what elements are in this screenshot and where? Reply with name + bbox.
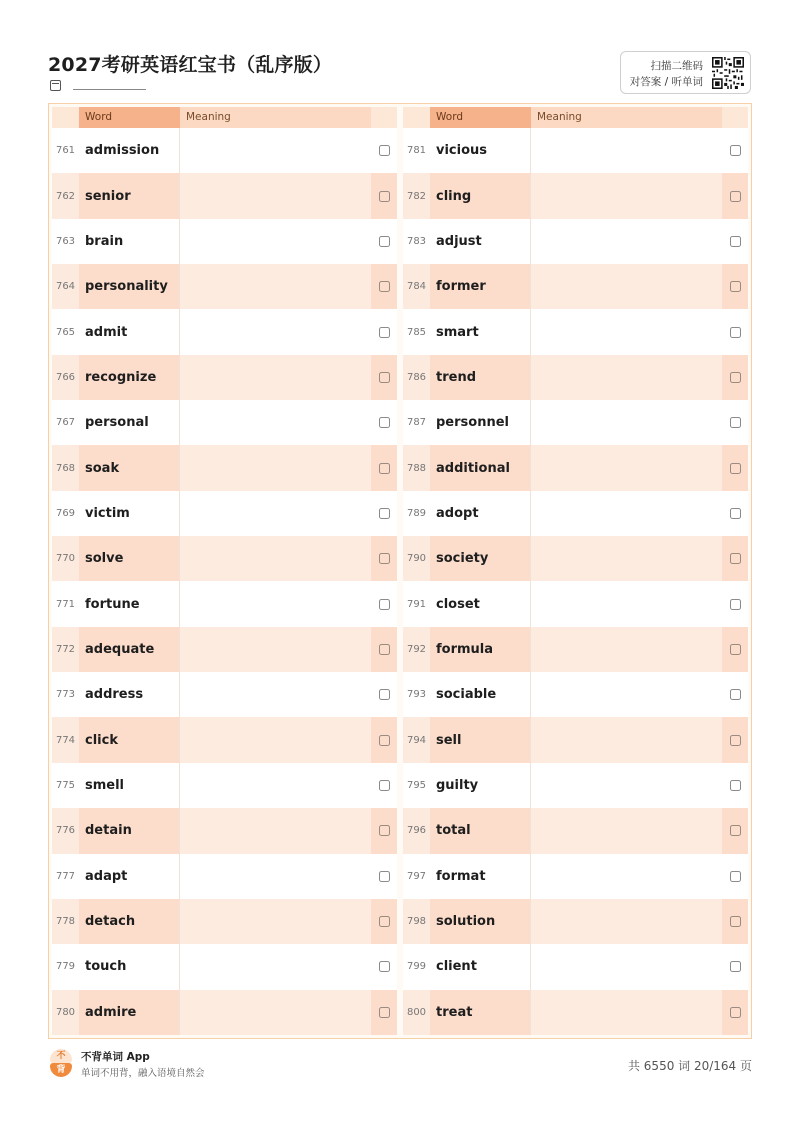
check-cell — [722, 219, 748, 264]
word-text: treat — [430, 990, 531, 1035]
meaning-blank[interactable] — [180, 264, 371, 309]
word-number: 794 — [403, 717, 430, 762]
meaning-blank[interactable] — [180, 717, 371, 762]
checkbox-icon[interactable] — [730, 735, 741, 746]
calendar-icon — [50, 80, 61, 91]
check-cell — [722, 899, 748, 944]
checkbox-icon[interactable] — [730, 327, 741, 338]
word-table — [48, 103, 752, 1039]
word-number: 785 — [403, 309, 430, 354]
header-meaning: Meaning — [180, 107, 371, 128]
check-cell — [722, 400, 748, 445]
checkbox-icon[interactable] — [379, 417, 390, 428]
word-text: vicious — [430, 128, 531, 173]
table-row — [403, 128, 748, 173]
word-text: admire — [79, 990, 180, 1035]
check-cell — [371, 264, 397, 309]
word-text: formula — [430, 627, 531, 672]
meaning-blank[interactable] — [531, 400, 722, 445]
word-rows — [52, 128, 397, 1035]
word-number: 798 — [403, 899, 430, 944]
word-number: 787 — [403, 400, 430, 445]
date-input-line[interactable] — [73, 81, 146, 90]
word-text: closet — [430, 581, 531, 626]
word-number: 770 — [52, 536, 79, 581]
word-text: soak — [79, 445, 180, 490]
checkbox-icon[interactable] — [730, 825, 741, 836]
word-text: personnel — [430, 400, 531, 445]
check-cell — [371, 944, 397, 989]
meaning-blank[interactable] — [531, 264, 722, 309]
word-text: smart — [430, 309, 531, 354]
checkbox-icon[interactable] — [730, 236, 741, 247]
table-row — [52, 173, 397, 218]
word-number: 780 — [52, 990, 79, 1035]
checkbox-icon[interactable] — [730, 599, 741, 610]
checkbox-icon[interactable] — [730, 871, 741, 882]
meaning-blank[interactable] — [531, 990, 722, 1035]
word-number: 775 — [52, 763, 79, 808]
word-text: solution — [430, 899, 531, 944]
word-number: 793 — [403, 672, 430, 717]
table-row — [52, 128, 397, 173]
meaning-blank[interactable] — [531, 763, 722, 808]
header-word: Word — [79, 107, 180, 128]
word-panel-left — [52, 107, 397, 1035]
word-text: cling — [430, 173, 531, 218]
table-row — [403, 581, 748, 626]
checkbox-icon[interactable] — [730, 417, 741, 428]
word-number: 786 — [403, 355, 430, 400]
table-row — [52, 219, 397, 264]
check-cell — [371, 173, 397, 218]
check-cell — [722, 854, 748, 899]
table-row — [403, 990, 748, 1035]
table-row — [403, 536, 748, 581]
checkbox-icon[interactable] — [379, 145, 390, 156]
qr-caption-line1: 扫描二维码 — [650, 60, 703, 72]
meaning-blank[interactable] — [180, 536, 371, 581]
word-text: former — [430, 264, 531, 309]
table-row — [403, 808, 748, 853]
word-text: address — [79, 672, 180, 717]
app-logo — [50, 1049, 72, 1077]
meaning-blank[interactable] — [531, 219, 722, 264]
logo-bottom-glyph: 背 — [50, 1063, 72, 1077]
table-row — [52, 808, 397, 853]
meaning-blank[interactable] — [180, 854, 371, 899]
check-cell — [371, 899, 397, 944]
logo-top-glyph: 不 — [50, 1049, 72, 1063]
word-number: 782 — [403, 173, 430, 218]
table-row — [403, 854, 748, 899]
meaning-blank[interactable] — [531, 672, 722, 717]
table-row — [52, 763, 397, 808]
meaning-blank[interactable] — [180, 627, 371, 672]
table-header — [52, 107, 397, 128]
check-cell — [722, 355, 748, 400]
table-row — [52, 581, 397, 626]
meaning-blank[interactable] — [531, 944, 722, 989]
header-word: Word — [430, 107, 531, 128]
check-cell — [371, 717, 397, 762]
meaning-blank[interactable] — [180, 400, 371, 445]
word-number: 789 — [403, 491, 430, 536]
meaning-blank[interactable] — [531, 627, 722, 672]
meaning-blank[interactable] — [531, 899, 722, 944]
meaning-blank[interactable] — [180, 491, 371, 536]
table-row — [403, 355, 748, 400]
meaning-blank[interactable] — [180, 309, 371, 354]
qr-caption — [630, 58, 703, 90]
meaning-blank[interactable] — [531, 445, 722, 490]
checkbox-icon[interactable] — [379, 372, 390, 383]
check-cell — [722, 173, 748, 218]
checkbox-icon[interactable] — [379, 236, 390, 247]
word-number: 771 — [52, 581, 79, 626]
word-number: 774 — [52, 717, 79, 762]
table-row — [403, 763, 748, 808]
meaning-blank[interactable] — [180, 944, 371, 989]
checkbox-icon[interactable] — [730, 281, 741, 292]
checkbox-icon[interactable] — [379, 780, 390, 791]
table-row — [403, 944, 748, 989]
check-cell — [722, 763, 748, 808]
word-number: 779 — [52, 944, 79, 989]
word-text: click — [79, 717, 180, 762]
word-text: victim — [79, 491, 180, 536]
word-number: 776 — [52, 808, 79, 853]
table-row — [52, 491, 397, 536]
word-number: 768 — [52, 445, 79, 490]
meaning-blank[interactable] — [531, 355, 722, 400]
meaning-blank[interactable] — [531, 128, 722, 173]
check-cell — [371, 491, 397, 536]
checkbox-icon[interactable] — [379, 463, 390, 474]
checkbox-icon[interactable] — [730, 1007, 741, 1018]
meaning-blank[interactable] — [180, 445, 371, 490]
table-row — [52, 264, 397, 309]
word-text: sociable — [430, 672, 531, 717]
header-check-cell — [371, 107, 397, 128]
checkbox-icon[interactable] — [730, 463, 741, 474]
word-text: recognize — [79, 355, 180, 400]
check-cell — [371, 536, 397, 581]
word-text: admission — [79, 128, 180, 173]
meaning-blank[interactable] — [180, 899, 371, 944]
checkbox-icon[interactable] — [379, 327, 390, 338]
meaning-blank[interactable] — [180, 808, 371, 853]
table-row — [403, 219, 748, 264]
table-row — [403, 264, 748, 309]
word-rows — [403, 128, 748, 1035]
word-text: touch — [79, 944, 180, 989]
table-header — [403, 107, 748, 128]
table-row — [52, 536, 397, 581]
checkbox-icon[interactable] — [379, 916, 390, 927]
word-number: 769 — [52, 491, 79, 536]
table-row — [52, 627, 397, 672]
word-number: 792 — [403, 627, 430, 672]
word-text: adequate — [79, 627, 180, 672]
table-row — [403, 491, 748, 536]
word-number: 788 — [403, 445, 430, 490]
checkbox-icon[interactable] — [730, 508, 741, 519]
qr-panel[interactable] — [620, 51, 751, 94]
check-cell — [371, 990, 397, 1035]
table-row — [403, 173, 748, 218]
checkbox-icon[interactable] — [379, 599, 390, 610]
checkbox-icon[interactable] — [730, 553, 741, 564]
word-number: 783 — [403, 219, 430, 264]
check-cell — [371, 627, 397, 672]
word-number: 761 — [52, 128, 79, 173]
table-row — [52, 445, 397, 490]
check-cell — [722, 717, 748, 762]
meaning-blank[interactable] — [531, 173, 722, 218]
word-number: 781 — [403, 128, 430, 173]
check-cell — [371, 128, 397, 173]
check-cell — [722, 445, 748, 490]
table-row — [403, 400, 748, 445]
checkbox-icon[interactable] — [379, 553, 390, 564]
check-cell — [371, 219, 397, 264]
table-row — [52, 309, 397, 354]
word-text: personality — [79, 264, 180, 309]
word-number: 773 — [52, 672, 79, 717]
meaning-blank[interactable] — [180, 355, 371, 400]
word-number: 796 — [403, 808, 430, 853]
word-text: trend — [430, 355, 531, 400]
meaning-blank[interactable] — [531, 717, 722, 762]
check-cell — [371, 581, 397, 626]
word-number: 795 — [403, 763, 430, 808]
word-text: adjust — [430, 219, 531, 264]
word-panel-right — [403, 107, 748, 1035]
word-text: smell — [79, 763, 180, 808]
word-text: society — [430, 536, 531, 581]
table-row — [52, 990, 397, 1035]
check-cell — [722, 627, 748, 672]
date-field — [50, 80, 146, 91]
page-info: 共 6550 词 20/164 页 — [627, 1059, 752, 1073]
meaning-blank[interactable] — [531, 536, 722, 581]
table-row — [403, 627, 748, 672]
checkbox-icon[interactable] — [379, 825, 390, 836]
table-row — [403, 899, 748, 944]
word-number: 784 — [403, 264, 430, 309]
meaning-blank[interactable] — [180, 581, 371, 626]
checkbox-icon[interactable] — [379, 735, 390, 746]
word-number: 762 — [52, 173, 79, 218]
word-number: 763 — [52, 219, 79, 264]
table-row — [52, 355, 397, 400]
table-row — [52, 854, 397, 899]
check-cell — [722, 536, 748, 581]
qr-caption-line2: 对答案 / 听单词 — [629, 76, 703, 88]
checkbox-icon[interactable] — [379, 508, 390, 519]
word-number: 799 — [403, 944, 430, 989]
word-text: admit — [79, 309, 180, 354]
check-cell — [722, 128, 748, 173]
table-row — [52, 400, 397, 445]
check-cell — [371, 309, 397, 354]
word-number: 790 — [403, 536, 430, 581]
checkbox-icon[interactable] — [379, 281, 390, 292]
word-text: client — [430, 944, 531, 989]
header-meaning: Meaning — [531, 107, 722, 128]
checkbox-icon[interactable] — [730, 644, 741, 655]
header-number-cell — [52, 107, 79, 128]
word-text: total — [430, 808, 531, 853]
check-cell — [371, 854, 397, 899]
check-cell — [371, 400, 397, 445]
meaning-blank[interactable] — [531, 854, 722, 899]
meaning-blank[interactable] — [531, 808, 722, 853]
header-number-cell — [403, 107, 430, 128]
word-number: 777 — [52, 854, 79, 899]
meaning-blank[interactable] — [531, 581, 722, 626]
word-text: senior — [79, 173, 180, 218]
word-number: 767 — [52, 400, 79, 445]
table-row — [52, 899, 397, 944]
table-row — [52, 944, 397, 989]
meaning-blank[interactable] — [531, 491, 722, 536]
word-text: adopt — [430, 491, 531, 536]
check-cell — [722, 808, 748, 853]
table-row — [403, 717, 748, 762]
check-cell — [722, 309, 748, 354]
checkbox-icon[interactable] — [730, 145, 741, 156]
check-cell — [722, 990, 748, 1035]
checkbox-icon[interactable] — [379, 1007, 390, 1018]
word-text: solve — [79, 536, 180, 581]
checkbox-icon[interactable] — [379, 644, 390, 655]
checkbox-icon[interactable] — [730, 961, 741, 972]
meaning-blank[interactable] — [531, 309, 722, 354]
checkbox-icon[interactable] — [379, 191, 390, 202]
qr-code-icon[interactable] — [712, 57, 744, 89]
checkbox-icon[interactable] — [379, 871, 390, 882]
word-text: personal — [79, 400, 180, 445]
word-text: fortune — [79, 581, 180, 626]
word-number: 765 — [52, 309, 79, 354]
check-cell — [722, 491, 748, 536]
meaning-blank[interactable] — [180, 173, 371, 218]
checkbox-icon[interactable] — [730, 916, 741, 927]
checkbox-icon[interactable] — [730, 780, 741, 791]
page-title: 2027考研英语红宝书（乱序版） — [48, 54, 333, 76]
check-cell — [722, 944, 748, 989]
check-cell — [722, 264, 748, 309]
word-number: 766 — [52, 355, 79, 400]
word-text: brain — [79, 219, 180, 264]
word-number: 772 — [52, 627, 79, 672]
word-number: 778 — [52, 899, 79, 944]
table-row — [403, 445, 748, 490]
word-text: format — [430, 854, 531, 899]
check-cell — [722, 672, 748, 717]
table-row — [403, 672, 748, 717]
check-cell — [371, 672, 397, 717]
checkbox-icon[interactable] — [379, 961, 390, 972]
word-number: 764 — [52, 264, 79, 309]
check-cell — [371, 808, 397, 853]
meaning-blank[interactable] — [180, 763, 371, 808]
word-text: detain — [79, 808, 180, 853]
word-text: sell — [430, 717, 531, 762]
word-text: guilty — [430, 763, 531, 808]
word-number: 797 — [403, 854, 430, 899]
meaning-blank[interactable] — [180, 672, 371, 717]
meaning-blank[interactable] — [180, 219, 371, 264]
meaning-blank[interactable] — [180, 990, 371, 1035]
table-row — [52, 672, 397, 717]
app-name: 不背单词 App — [81, 1051, 150, 1063]
word-number: 791 — [403, 581, 430, 626]
check-cell — [371, 445, 397, 490]
word-number: 800 — [403, 990, 430, 1035]
meaning-blank[interactable] — [180, 128, 371, 173]
checkbox-icon[interactable] — [730, 689, 741, 700]
table-row — [52, 717, 397, 762]
checkbox-icon[interactable] — [730, 191, 741, 202]
check-cell — [371, 355, 397, 400]
word-text: detach — [79, 899, 180, 944]
table-row — [403, 309, 748, 354]
checkbox-icon[interactable] — [379, 689, 390, 700]
checkbox-icon[interactable] — [730, 372, 741, 383]
check-cell — [371, 763, 397, 808]
check-cell — [722, 581, 748, 626]
word-text: adapt — [79, 854, 180, 899]
header-check-cell — [722, 107, 748, 128]
app-slogan: 单词不用背，融入语境自然会 — [81, 1068, 205, 1079]
word-text: additional — [430, 445, 531, 490]
